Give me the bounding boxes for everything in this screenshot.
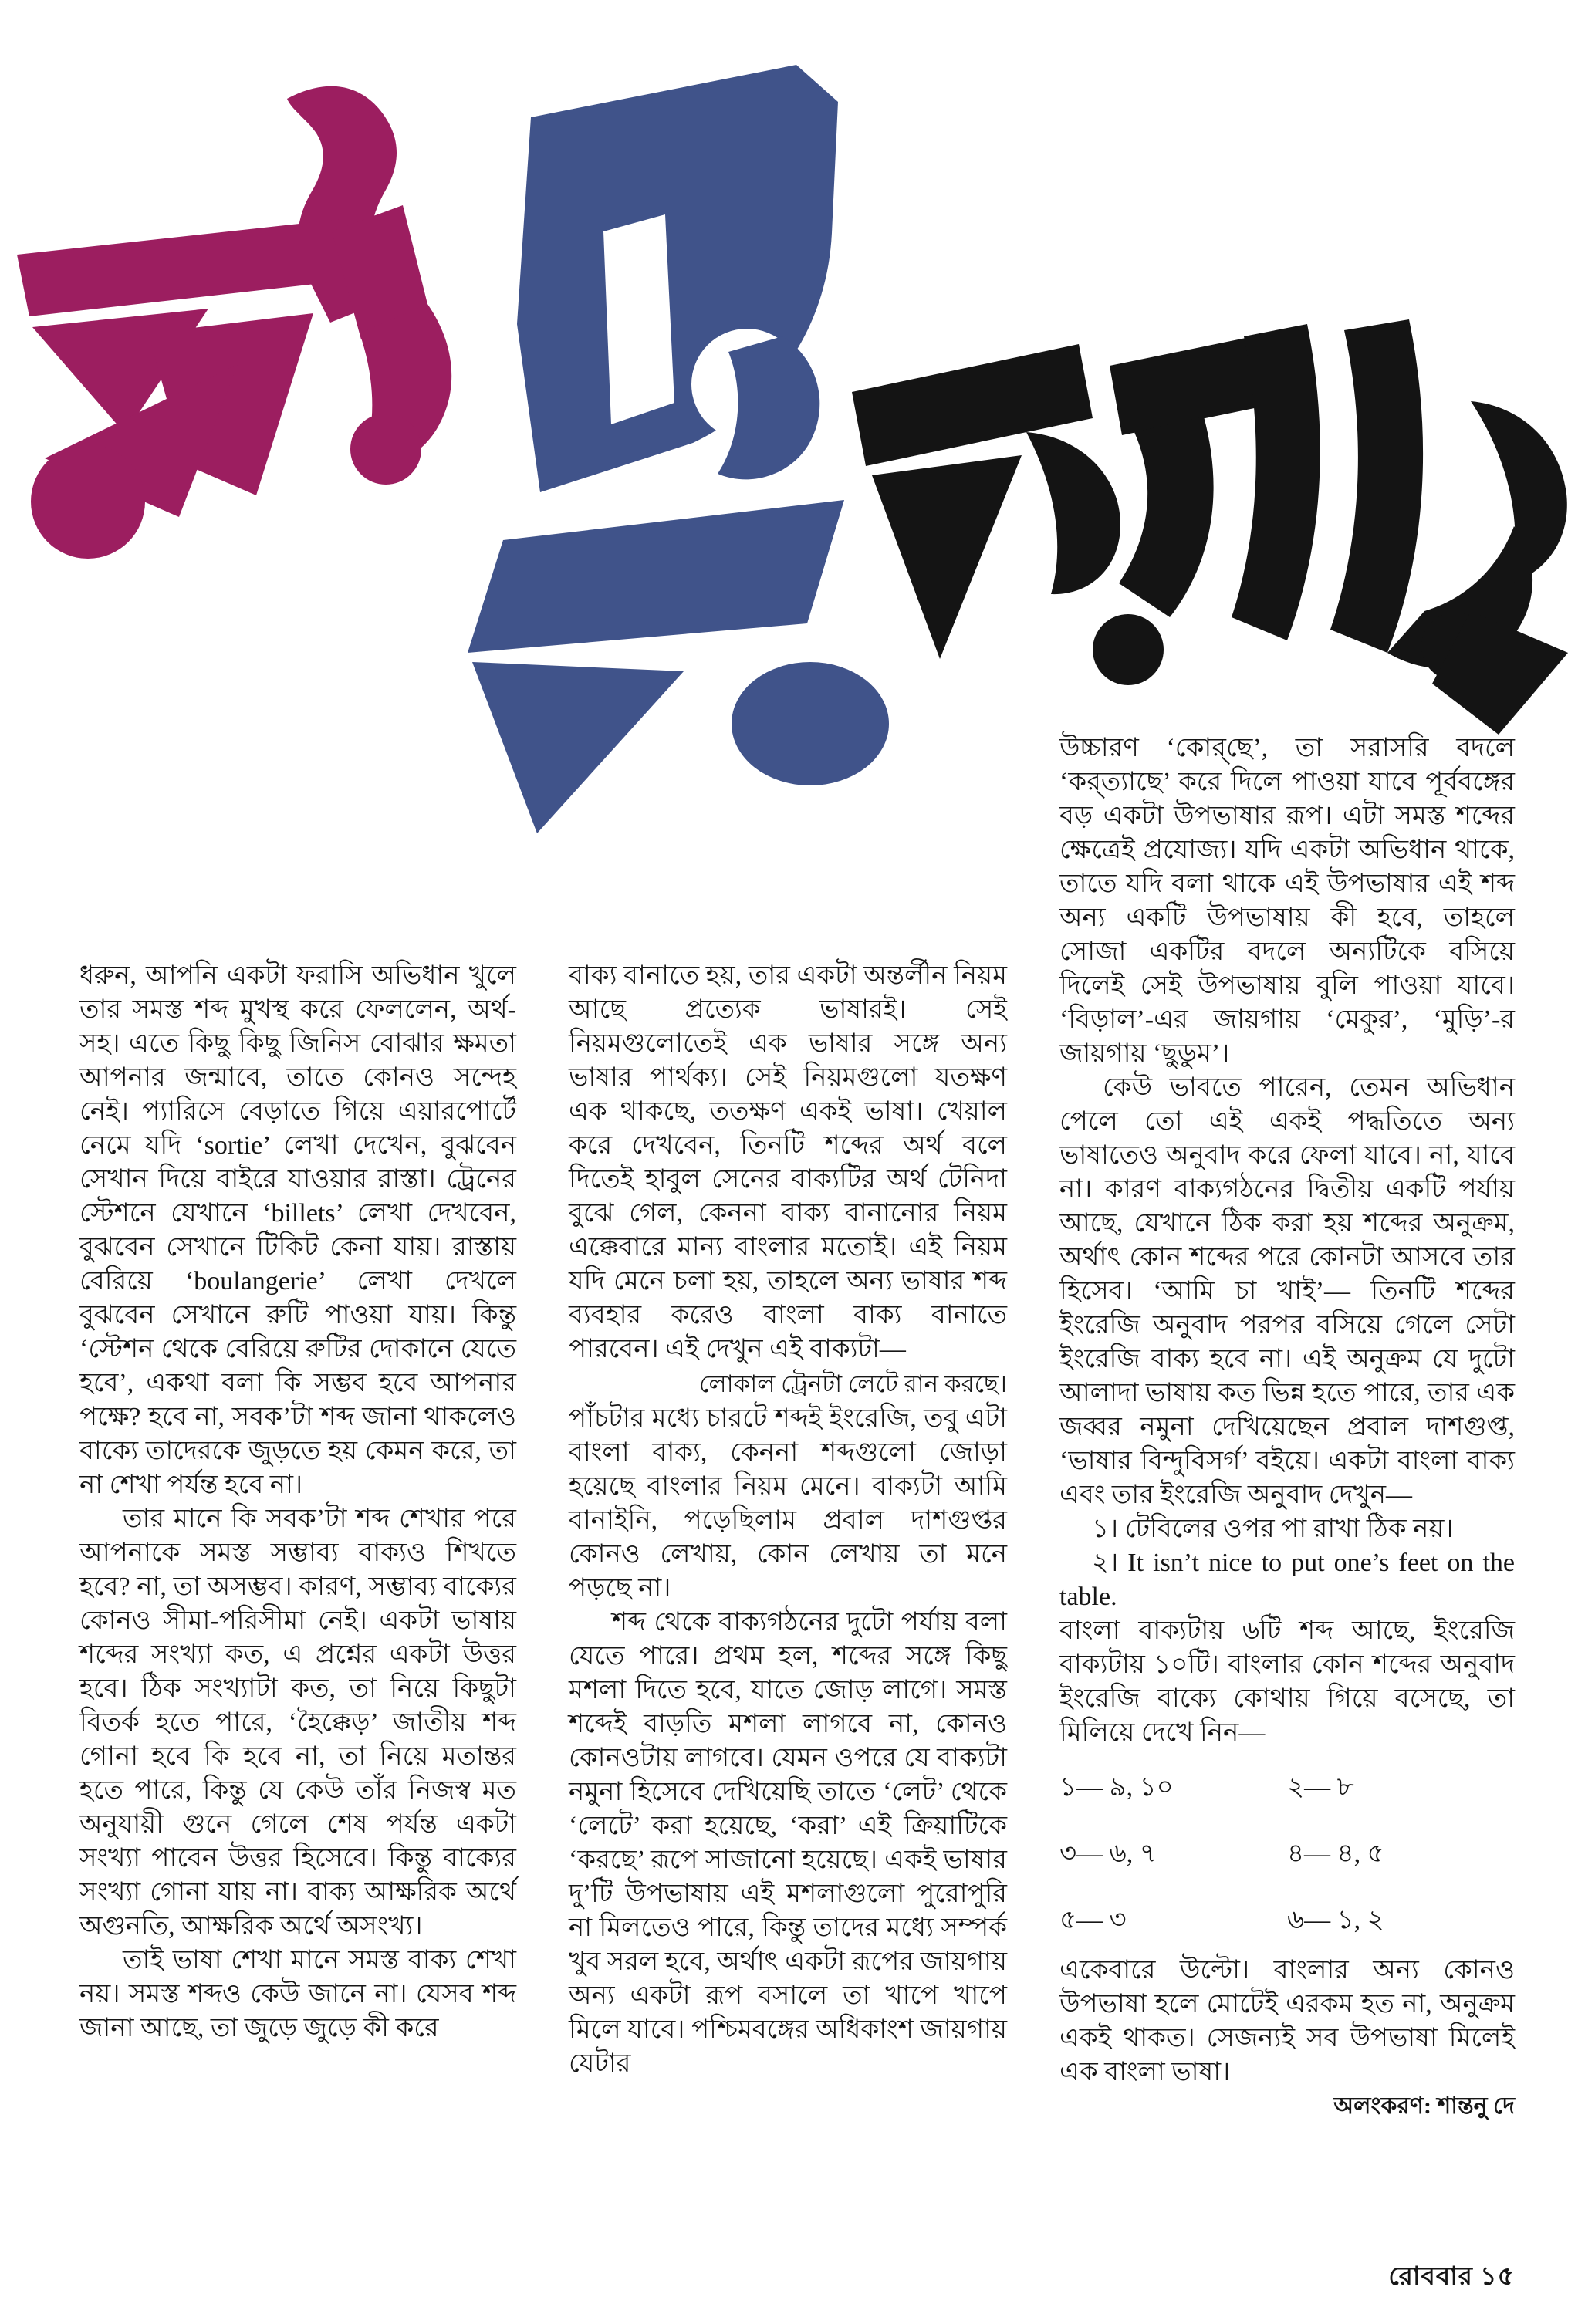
paragraph: শব্দ থেকে বাক্যগঠনের দুটো পর্যায় বলা যেতে পারে। প্রথম হল, শব্দের সঙ্গে কিছু মশলা দিতে হবে, যাতে জোড় লাগে। সমস্ত শব্দেই বাড়তি মশলা লাগবে না, কোনও কোনওটায় লাগবে। যেমন ওপরে যে বাক্যটা নমুনা হিসেবে দেখিয়েছি তাতে ‘লেট’ থেকে ‘লেটে’ করা হয়েছে, ‘করা’ এই ক্রিয়াটিকে ‘করছে’ রূপে সাজানো হয়েছে। একই ভাষার দু’টি উপভাষায় এই মশলাগুলো পুরোপুরি না মিলতেও পারে, কিন্তু তাদের মধ্যে সম্পর্ক খুব সরল হবে, অর্থাৎ একটা রূপের জায়গায় অন্য একটা রূপ বসালে তা খাপে খাপে মিলে যাবে। পশ্চিমবঙ্গের অধিকাংশ জায়গায় যেটার xyxy=(569,1608,1007,2078)
column-middle xyxy=(569,959,1007,2081)
mapping-cell: ৪— ৪, ৫ xyxy=(1287,1839,1384,1868)
headline-letter-blue xyxy=(468,65,889,833)
headline-letters-black xyxy=(852,319,1568,735)
paragraph: একেবারে উল্টো। বাংলার অন্য কোনও উপভাষা হলে মোটেই এরকম হত না, অনুক্রম একই থাকত। সেজন্যই সব উপভাষা মিলেই এক বাংলা ভাষা। xyxy=(1059,1956,1515,2086)
example-sentence-english: ২। It isn’t nice to put one’s feet on the table. xyxy=(1059,1549,1515,1611)
paragraph: বাক্য বানাতে হয়, তার একটা অন্তর্লীন নিয়ম আছে প্রত্যেক ভাষারই। সেই নিয়মগুলোতেই এক ভাষার সঙ্গে অন্য ভাষার পার্থক্য। সেই নিয়মগুলো যতক্ষণ এক থাকছে, ততক্ষণ একই ভাষা। খেয়াল করে দেখবেন, তিনটি শব্দের অর্থ বলে দিতেই হাবুল সেনের বাক্যটির অর্থ টেনিদা বুঝে গেল, কেননা বাক্য বানানোর নিয়ম এক্কেবারে মান্য বাংলার মতোই। এই নিয়ম যদি মেনে চলা হয়, তাহলে অন্য ভাষার শব্দ ব্যবহার করেও বাংলা বাক্য বানাতে পারবেন। এই দেখুন এই বাক্যটা— xyxy=(569,961,1007,1363)
paragraph: পাঁচটার মধ্যে চারটে শব্দই ইংরেজি, তবু এটা বাংলা বাক্য, কেননা শব্দগুলো জোড়া হয়েছে বাংলার নিয়ম মেনে। বাক্যটা আমি বানাইনি, পড়েছিলাম প্রবাল দাশগুপ্তর কোনও লেখায়, কোন লেখায় তা মনে পড়ছে না। xyxy=(569,1404,1007,1603)
table-row xyxy=(1059,1887,1515,1954)
headline-artwork xyxy=(0,0,1595,849)
example-sentence-bengali: ১। টেবিলের ওপর পা রাখা ঠিক নয়। xyxy=(1092,1515,1454,1543)
paragraph: তার মানে কি সবক’টা শব্দ শেখার পরে আপনাকে সমস্ত সম্ভাব্য বাক্যও শিখতে হবে? না, তা অসম্ভব। কারণ, সম্ভাব্য বাক্যের কোনও সীমা-পরিসীমা নেই। একটা ভাষায় শব্দের সংখ্যা কত, এ প্রশ্নের একটা উত্তর হবে। ঠিক সংখ্যাটা কত, তা নিয়ে কিছুটা বিতর্ক হতে পারে, ‘হৈক্কেড়’ জাতীয় শব্দ গোনা হবে কি হবে না, তা নিয়ে মতান্তর হতে পারে, কিন্তু যে কেউ তাঁর নিজস্ব মত অনুযায়ী গুনে গেলে শেষ পর্যন্ত একটা সংখ্যা পাবেন উত্তর হিসেবে। কিন্তু বাক্যের সংখ্যা গোনা যায় না। বাক্য আক্ষরিক অর্থে অগুনতি, আক্ষরিক অর্থে অসংখ্য। xyxy=(79,1505,516,1941)
mapping-cell: ৬— ১, ২ xyxy=(1287,1906,1384,1934)
table-row xyxy=(1059,1755,1515,1821)
column-left xyxy=(79,959,516,2045)
paragraph: কেউ ভাবতে পারেন, তেমন অভিধান পেলে তো এই একই পদ্ধতিতে অন্য ভাষাতেও অনুবাদ করে ফেলা যাবে। না, যাবে না। কারণ বাক্যগঠনের দ্বিতীয় একটি পর্যায় আছে, যেখানে ঠিক করা হয় শব্দের অনুক্রম, অর্থাৎ কোন শব্দের পরে কোনটা আসবে তার হিসেব। ‘আমি চা খাই’— তিনটি শব্দের ইংরেজি অনুবাদ পরপর বসিয়ে গেলে সেটা ইংরেজি বাক্য হবে না। এই অনুক্রম যে দুটো আলাদা ভাষায় কত ভিন্ন হতে পারে, তার এক জব্বর নমুনা দেখিয়েছেন প্রবাল দাশগুপ্ত, ‘ভাষার বিন্দুবিসর্গ’ বইয়ে। একটা বাংলা বাক্য এবং তার ইংরেজি অনুবাদ দেখুন— xyxy=(1059,1073,1515,1509)
headline-letter-magenta xyxy=(17,86,451,559)
table-row xyxy=(1059,1821,1515,1887)
column-right xyxy=(1059,731,1515,2123)
sample-sentence: লোকাল ট্রেনটা লেটে রান করছে। xyxy=(698,1370,1007,1397)
word-order-mapping-table xyxy=(1059,1755,1515,1954)
mapping-cell: ৫— ৩ xyxy=(1059,1906,1127,1934)
mapping-cell: ৩— ৬, ৭ xyxy=(1059,1839,1157,1868)
mapping-cell: ২— ৮ xyxy=(1287,1773,1354,1802)
page-footer: রোববার ১৫ xyxy=(1388,2263,1515,2291)
paragraph: তাই ভাষা শেখা মানে সমস্ত বাক্য শেখা নয়। সমস্ত শব্দও কেউ জানে না। যেসব শব্দ জানা আছে, তা জুড়ে জুড়ে কী করে xyxy=(79,1946,516,2042)
paragraph: বাংলা বাক্যটায় ৬টি শব্দ আছে, ইংরেজি বাক্যটায় ১০টি। বাংলার কোন শব্দের অনুবাদ ইংরেজি বাক্যে কোথায় গিয়ে বসেছে, তা মিলিয়ে দেখে নিন— xyxy=(1059,1616,1515,1747)
mapping-cell: ১— ৯, ১০ xyxy=(1059,1773,1174,1802)
paragraph: উচ্চারণ ‘কোর্‌ছে’, তা সরাসরি বদলে ‘কর্‌ত্যাছে’ করে দিলে পাওয়া যাবে পূর্ববঙ্গের বড় একটা উপভাষার রূপ। এটা সমস্ত শব্দের ক্ষেত্রেই প্রযোজ্য। যদি একটা অভিধান থাকে, তাতে যদি বলা থাকে এই উপভাষার এই শব্দ অন্য একটি উপভাষায় কী হবে, তাহলে সোজা একটির বদলে অন্যটিকে বসিয়ে দিলেই সেই উপভাষায় বুলি পাওয়া যাবে। ‘বিড়াল’-এর জায়গায় ‘মেকুর’, ‘মুড়ি’-র জায়গায় ‘ছুডুম’। xyxy=(1059,734,1515,1068)
paragraph: ধরুন, আপনি একটা ফরাসি অভিধান খুলে তার সমস্ত শব্দ মুখস্থ করে ফেললেন, অর্থ-সহ। এতে কিছু কিছু জিনিস বোঝার ক্ষমতা আপনার জন্মাবে, তাতে কোনও সন্দেহ নেই। প্যারিসে বেড়াতে গিয়ে এয়ারপোর্টে নেমে যদি ‘sortie’ লেখা দেখেন, বুঝবেন সেখান দিয়ে বাইরে যাওয়ার রাস্তা। ট্রেনের স্টেশনে যেখানে ‘billets’ লেখা দেখবেন, বুঝবেন সেখানে টিকিট কেনা যায়। রাস্তায় বেরিয়ে ‘boulangerie’ লেখা দেখলে বুঝবেন সেখানে রুটি পাওয়া যায়। কিন্তু ‘স্টেশন থেকে বেরিয়ে রুটির দোকানে যেতে হবে’, একথা বলা কি সম্ভব হবে আপনার পক্ষে? হবে না, সবক’টা শব্দ জানা থাকলেও বাক্যে তাদেরকে জুড়তে হয় কেমন করে, তা না শেখা পর্যন্ত হবে না। xyxy=(79,961,516,1499)
illustration-credit: অলংকরণ: শান্তনু দে xyxy=(1333,2093,1515,2119)
